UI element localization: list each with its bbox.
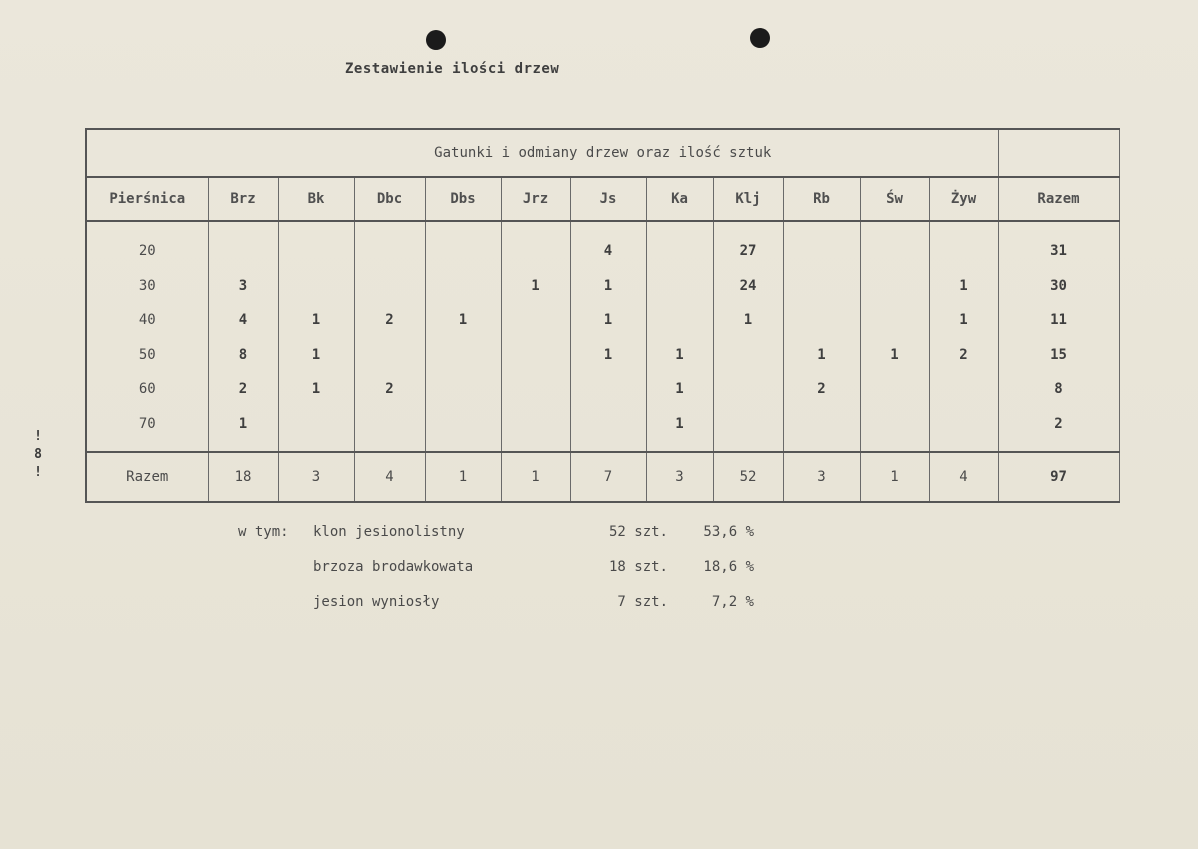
spacer-cell: [713, 221, 783, 234]
spacer-cell: [860, 441, 929, 452]
table-cell: [929, 234, 998, 269]
column-header: Klj: [713, 177, 783, 221]
total-cell: 97: [998, 452, 1119, 502]
table-cell: [929, 407, 998, 442]
table-cell: 1: [783, 338, 860, 373]
table-cell: [425, 372, 501, 407]
punch-hole-left: [426, 30, 446, 50]
table-cell: 4: [570, 234, 646, 269]
column-header: Jrz: [501, 177, 570, 221]
table-row: [86, 407, 1119, 442]
table-cell: [860, 303, 929, 338]
total-cell: 18: [208, 452, 278, 502]
table-cell: 15: [998, 338, 1119, 373]
spacer-cell: [860, 221, 929, 234]
table-cell: 1: [278, 303, 354, 338]
column-header: Dbc: [354, 177, 425, 221]
row-label: 20: [86, 234, 208, 269]
column-header: Bk: [278, 177, 354, 221]
table-cell: 1: [425, 303, 501, 338]
super-header-empty: [86, 129, 208, 177]
table-cell: [425, 407, 501, 442]
table-cell: [354, 338, 425, 373]
table-cell: 2: [208, 372, 278, 407]
spacer-cell: [783, 441, 860, 452]
spacer-cell: [278, 441, 354, 452]
summary-percent: 53,6 %: [703, 524, 754, 540]
punch-hole-right: [750, 28, 770, 48]
table-cell: 1: [929, 303, 998, 338]
summary-count: 18 szt.: [608, 559, 668, 575]
table-cell: [783, 234, 860, 269]
table-cell: [501, 407, 570, 442]
document-title: Zestawienie ilości drzew: [345, 61, 560, 77]
summary-prefix: w tym:: [238, 524, 289, 540]
row-label: 50: [86, 338, 208, 373]
spacer-cell: [783, 221, 860, 234]
summary-species: jesion wyniosły: [313, 594, 440, 610]
table-cell: [570, 372, 646, 407]
table-cell: 2: [354, 372, 425, 407]
spacer-cell: [208, 441, 278, 452]
table-cell: 1: [646, 372, 713, 407]
spacer-cell: [998, 221, 1119, 234]
spacer-cell: [278, 221, 354, 234]
column-header: Ka: [646, 177, 713, 221]
spacer-cell: [929, 441, 998, 452]
table-cell: [501, 303, 570, 338]
table-cell: [278, 407, 354, 442]
super-header-empty: [998, 129, 1119, 177]
table-cell: 1: [929, 269, 998, 304]
table-cell: 1: [646, 338, 713, 373]
table-cell: [713, 338, 783, 373]
spacer-cell: [425, 221, 501, 234]
spacer-cell: [570, 441, 646, 452]
table-cell: [354, 234, 425, 269]
table-cell: [860, 269, 929, 304]
spacer-row: [86, 221, 1119, 234]
total-cell: 7: [570, 452, 646, 502]
total-cell: 1: [501, 452, 570, 502]
total-cell: 52: [713, 452, 783, 502]
column-header: Pierśnica: [86, 177, 208, 221]
total-cell: 3: [783, 452, 860, 502]
table-cell: [208, 234, 278, 269]
column-header: Js: [570, 177, 646, 221]
table-row: [86, 303, 1119, 338]
table-cell: 8: [998, 372, 1119, 407]
table-cell: [278, 234, 354, 269]
summary-species: brzoza brodawkowata: [313, 559, 474, 575]
side-mark-line: !: [34, 465, 42, 480]
column-header: Rb: [783, 177, 860, 221]
summary-count: 7 szt.: [617, 594, 668, 610]
table-cell: [646, 303, 713, 338]
table-cell: [354, 407, 425, 442]
spacer-cell: [425, 441, 501, 452]
column-header: Żyw: [929, 177, 998, 221]
spacer-cell: [998, 441, 1119, 452]
table-cell: [570, 407, 646, 442]
row-label: 30: [86, 269, 208, 304]
table-cell: 1: [713, 303, 783, 338]
summary-species: klon jesionolistny: [313, 524, 465, 540]
table-cell: [501, 234, 570, 269]
spacer-cell: [86, 221, 208, 234]
table-row: [86, 372, 1119, 407]
table-cell: [783, 303, 860, 338]
total-label: Razem: [86, 452, 208, 502]
spacer-cell: [713, 441, 783, 452]
table-cell: 3: [208, 269, 278, 304]
table-cell: [713, 407, 783, 442]
super-header: Gatunki i odmiany drzew oraz ilość sztuk: [208, 129, 998, 177]
table-cell: [501, 372, 570, 407]
table-cell: 24: [713, 269, 783, 304]
table-cell: 1: [501, 269, 570, 304]
table-cell: [501, 338, 570, 373]
column-header: Brz: [208, 177, 278, 221]
spacer-cell: [354, 221, 425, 234]
table-cell: [425, 234, 501, 269]
total-cell: 4: [354, 452, 425, 502]
table-cell: [278, 269, 354, 304]
table-cell: 11: [998, 303, 1119, 338]
table-cell: 1: [570, 269, 646, 304]
spacer-cell: [929, 221, 998, 234]
table-cell: [860, 234, 929, 269]
page-side-mark: [32, 428, 44, 482]
row-label: 40: [86, 303, 208, 338]
side-mark-line: !: [34, 429, 42, 444]
spacer-row: [86, 441, 1119, 452]
tree-count-table: [85, 128, 1120, 503]
total-row: [86, 452, 1119, 502]
summary-percent: 7,2 %: [711, 594, 754, 610]
table-cell: 1: [646, 407, 713, 442]
table-cell: 2: [998, 407, 1119, 442]
table-cell: 1: [278, 338, 354, 373]
total-cell: 3: [278, 452, 354, 502]
table-cell: 1: [208, 407, 278, 442]
super-header-row: [86, 129, 1119, 177]
table-cell: [646, 269, 713, 304]
total-cell: 4: [929, 452, 998, 502]
table-cell: [783, 407, 860, 442]
table-cell: [354, 269, 425, 304]
table-cell: 1: [570, 338, 646, 373]
summary-percent: 18,6 %: [703, 559, 754, 575]
column-header: Św: [860, 177, 929, 221]
total-cell: 1: [425, 452, 501, 502]
table-cell: [425, 269, 501, 304]
table-cell: [646, 234, 713, 269]
table-cell: [929, 372, 998, 407]
table-cell: 31: [998, 234, 1119, 269]
column-header: Razem: [998, 177, 1119, 221]
spacer-cell: [501, 221, 570, 234]
spacer-cell: [354, 441, 425, 452]
table-cell: [860, 407, 929, 442]
table-cell: 1: [860, 338, 929, 373]
spacer-cell: [646, 221, 713, 234]
table-cell: [783, 269, 860, 304]
table-cell: 4: [208, 303, 278, 338]
spacer-cell: [86, 441, 208, 452]
table-cell: 2: [783, 372, 860, 407]
table-cell: [425, 338, 501, 373]
spacer-cell: [646, 441, 713, 452]
column-header-row: [86, 177, 1119, 221]
total-cell: 3: [646, 452, 713, 502]
table-cell: 1: [278, 372, 354, 407]
side-mark-line: 8: [34, 447, 42, 462]
table-cell: 27: [713, 234, 783, 269]
spacer-cell: [570, 221, 646, 234]
row-label: 60: [86, 372, 208, 407]
total-cell: 1: [860, 452, 929, 502]
table-cell: [860, 372, 929, 407]
table-row: [86, 269, 1119, 304]
spacer-cell: [501, 441, 570, 452]
spacer-cell: [208, 221, 278, 234]
column-header: Dbs: [425, 177, 501, 221]
table-cell: 2: [929, 338, 998, 373]
row-label: 70: [86, 407, 208, 442]
table-cell: 8: [208, 338, 278, 373]
table-cell: [713, 372, 783, 407]
table-cell: 2: [354, 303, 425, 338]
summary-count: 52 szt.: [608, 524, 668, 540]
table-row: [86, 338, 1119, 373]
table-cell: 30: [998, 269, 1119, 304]
table-cell: 1: [570, 303, 646, 338]
table-row: [86, 234, 1119, 269]
